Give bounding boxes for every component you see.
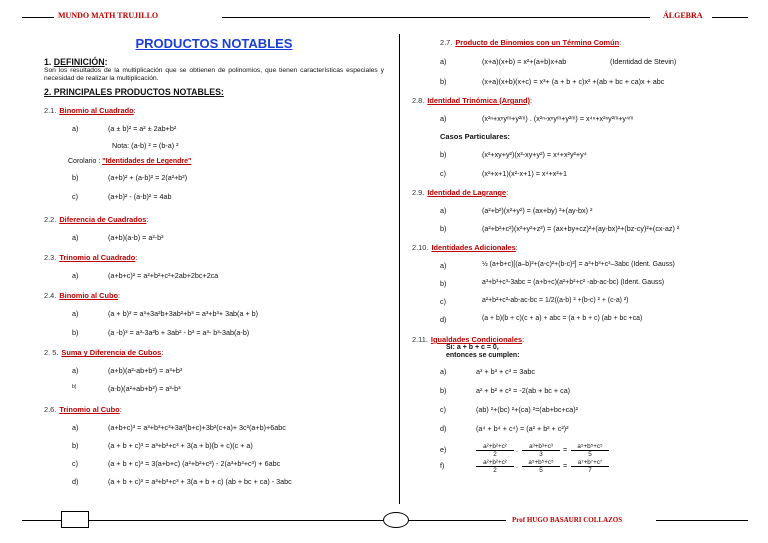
item-key: d) (440, 315, 447, 324)
fraction-denominator: 2 (493, 467, 497, 474)
section-number: 2.3. (44, 253, 57, 263)
item-key: b) (72, 328, 79, 338)
formula-row (412, 367, 742, 386)
item-key: d) (72, 477, 79, 487)
header-left-title: MUNDO MATH TRUJILLO (58, 11, 159, 20)
formula: a²+b²+c²-ab-ac-bc = 1/2((a-b) ² +(b-c) ² + (c-a) ²) (482, 297, 629, 304)
section-number: 2.2. (44, 215, 57, 225)
item-key: a) (72, 423, 79, 433)
item-key: c) (440, 405, 446, 414)
item-key: a) (440, 114, 447, 123)
formula-row (44, 192, 384, 211)
formula-row (412, 206, 742, 224)
corolario-line (68, 158, 384, 173)
section-colon: : (118, 291, 121, 301)
section-colon: : (119, 405, 122, 415)
fraction (571, 443, 609, 458)
left-column (44, 34, 384, 495)
page-title: PRODUCTOS NOTABLES (135, 36, 293, 51)
formula: (a -b)³ = a³-3a²b + 3ab² - b³ = a³- b³-3ab(a-b) (108, 328, 250, 338)
formula-row (44, 366, 384, 384)
equals: = (563, 445, 568, 454)
right-column (412, 38, 742, 475)
formula: (a+b)² - (a-b)² = 4ab (108, 192, 172, 202)
footer-author: Prof HUGO BASAURI COLLAZOS (512, 516, 623, 524)
section-2-4-heading (44, 291, 384, 300)
principal-heading (44, 87, 384, 97)
formula-row (44, 459, 384, 477)
footer-rule-center-right (408, 520, 506, 521)
formula: (a ± b)² = a² ± 2ab+b² (108, 124, 177, 134)
section-colon: : (161, 348, 164, 358)
fraction (476, 443, 514, 458)
formula: (a + b)³ = a³+3a²b+3ab²+b³ = a³+b³+ 3ab(a + b) (108, 309, 259, 319)
formula: (a²+b²)(x²+y²) = (ax+by) ²+(ay-bx) ² (482, 206, 593, 215)
fraction (476, 459, 514, 474)
formula: (a + b)(b + c)(c + a) + abc = (a + b + c) (ab + bc +ca) (482, 315, 643, 322)
section-2-9-heading (412, 188, 742, 197)
formula: (a-b)(a²+ab+b²) = a³-b³ (108, 384, 181, 394)
fraction-numerator: a²+b²+c² (476, 443, 514, 451)
fraction-numerator: a⁵+b⁵+c⁵ (571, 443, 609, 451)
dot: . (516, 445, 518, 454)
formula-row (44, 384, 384, 405)
fraction-numerator: a⁵+b⁵+c⁵ (522, 459, 560, 467)
formula: (a + b + c)³ = a³+b³+c³ + 3(a + b)(b + c)(c + a) (108, 441, 253, 451)
formula: (x²ⁿ+xⁿyᵐ+y²ᵐ) . (x²ⁿ-xⁿyᵐ+y²ᵐ) = x⁴ⁿ+x²ⁿy²ᵐ+y⁴ᵐ (482, 114, 634, 123)
section-2-1-heading (44, 106, 384, 115)
formula-row (412, 77, 742, 96)
formula: (a⁴ + b⁴ + c⁴) = (a² + b² + c²)² (476, 424, 569, 433)
footer-rule-left (22, 520, 61, 521)
section-2-6-heading (44, 405, 384, 414)
section-label: Trinomio al Cubo (59, 405, 120, 415)
formula: (a+b+c)² = a²+b²+c²+2ab+2bc+2ca (108, 271, 219, 281)
formula: (x+a)(x+b)(x+c) = x³+ (a + b + c)x² +(ab + bc + ca)x + abc (482, 77, 665, 86)
section-number: 2.6. (44, 405, 57, 415)
principal-heading-text: 2. PRINCIPALES PRODUCTOS NOTABLES: (44, 87, 224, 98)
formula: a³+b³+c³-3abc = (a+b+c)(a²+b²+c² -ab-ac-bc) (Ident. Gauss) (482, 279, 665, 286)
formula-row (44, 309, 384, 328)
item-key: b) (72, 173, 79, 183)
formula-row (412, 424, 742, 443)
formula-row (412, 261, 742, 279)
item-key: c) (72, 192, 78, 202)
formula: (a + b + c)³ = a³+b³+c³ + 3(a + b + c) (ab + bc + ca) - 3abc (108, 477, 292, 487)
definition-heading (44, 57, 384, 67)
dot: . (516, 461, 518, 470)
formula-row (44, 423, 384, 441)
section-number: 2.10. (412, 243, 429, 252)
formula-row (412, 57, 742, 77)
item-key: b) (72, 441, 79, 451)
formula-row (44, 233, 384, 253)
item-key: a) (72, 233, 79, 243)
item-key: a) (440, 261, 447, 270)
item-key: a) (72, 309, 79, 319)
formula-row (412, 150, 742, 169)
item-key: a) (72, 271, 79, 281)
section-colon: : (515, 243, 518, 252)
section-colon: : (146, 215, 149, 225)
corolario-title: "Identidades de Legendre" (102, 158, 192, 166)
section-2-3-heading (44, 253, 384, 262)
formula-row (44, 124, 384, 141)
header-rule-right (712, 17, 748, 18)
section-colon: : (522, 335, 525, 344)
formula-note: (Identidad de Stevin) (610, 57, 677, 66)
definition-number: 1. (44, 57, 52, 67)
formula: (a+b+c)³ = a³+b³+c³+3a²(b+c)+3b²(c+a)+ 3c²(a+b)+6abc (108, 423, 286, 433)
formula: (a+b)(a-b) = a²-b² (108, 233, 164, 243)
item-key: a) (440, 367, 447, 376)
formula-row (412, 169, 742, 188)
formula-row (44, 271, 384, 291)
formula: (a + b + c)³ = 3(a+b+c) (a²+b²+c²) - 2(a³+b³+c³) + 6abc (108, 459, 281, 469)
section-label: Binomio al Cubo (59, 291, 119, 301)
fraction-numerator: a²+b²+c² (476, 459, 514, 467)
formula: (x+a)(x+b) = x²+(a+b)x+ab (482, 57, 567, 66)
fraction-denominator: 3 (539, 451, 543, 458)
fraction-row (412, 443, 742, 459)
section-colon: : (135, 253, 138, 263)
formula-note: Nota: (a-b) ² = (b-a) ² (112, 141, 179, 151)
header-right-title: ÁLGEBRA (663, 11, 703, 20)
definition-colon: : (104, 57, 108, 67)
formula-row (412, 224, 742, 243)
formula-row (44, 328, 384, 348)
section-label: Binomio al Cuadrado (59, 106, 134, 116)
footer-rule-center-left (88, 520, 383, 521)
item-key: e) (440, 445, 447, 454)
formula-row (412, 405, 742, 424)
section-colon: : (619, 38, 622, 47)
formula: (x²+x+1)(x²-x+1) = x⁴+x²+1 (482, 169, 567, 178)
section-number: 2.4. (44, 291, 57, 301)
item-key: d) (440, 424, 447, 433)
section-2-2-heading (44, 215, 384, 224)
item-key: a) (72, 124, 79, 134)
section-number: 2. 5. (44, 348, 59, 358)
fraction-numerator: a³+b³+c³ (522, 443, 560, 451)
fraction-denominator: 7 (588, 467, 592, 474)
formula: a² + b² + c² = -2(ab + bc + ca) (476, 386, 571, 395)
section-2-7-heading (440, 38, 742, 47)
fraction (571, 459, 609, 474)
fraction-denominator: 5 (539, 467, 543, 474)
item-key: a) (440, 206, 447, 215)
section-number: 2.11. (412, 335, 428, 344)
definition-label: DEFINICIÓN (53, 57, 105, 67)
section-colon: : (133, 106, 136, 116)
section-label: Identidades Adicionales (431, 243, 516, 252)
formula-row (44, 477, 384, 495)
section-number: 2.8. (412, 96, 425, 105)
footer-page-box (61, 511, 89, 528)
formula: (a²+b²+c²)(x²+y²+z²) = (ax+by+cz)²+(ay-bx)²+(bz-cy)²+(cx-az) ² (482, 224, 680, 233)
corolario-label: Corolario : (68, 158, 101, 166)
section-number: 2.9. (412, 188, 425, 197)
formula-row (412, 114, 742, 132)
formula: (ab) ²+(bc) ²+(ca) ²=(ab+bc+ca)² (476, 405, 579, 414)
fraction (522, 443, 560, 458)
item-key: b) (72, 384, 77, 391)
item-key: f) (440, 461, 445, 470)
item-key: c) (72, 459, 78, 469)
item-key: b) (440, 224, 447, 233)
section-label: Trinomio al Cuadrado (59, 253, 136, 263)
section-label: Identidad Trinómica (Argand) (427, 96, 530, 105)
definition-text: Son los resultados de la multiplicación que se obtienen de polinomios, que tienen características especiales y necesidad de realizar la multiplicación. (44, 67, 384, 82)
section-label: Diferencia de Cuadrados (59, 215, 147, 225)
formula: (x²+xy+y²)(x²-xy+y²) = x⁴+x²y²+y⁴ (482, 150, 587, 159)
fraction-denominator: 2 (493, 451, 497, 458)
formula: (a+b)² + (a-b)² = 2(a²+b²) (108, 173, 188, 183)
header-rule-center (222, 17, 650, 18)
footer-rule-right (656, 520, 748, 521)
item-key: c) (440, 297, 446, 306)
casos-particulares-label: Casos Particulares: (440, 132, 511, 141)
formula-row (412, 315, 742, 335)
section-colon: : (506, 188, 509, 197)
fraction-denominator: 5 (588, 451, 592, 458)
formula: ½ (a+b+c)[(a–b)²+(a-c)²+(b-c)²] = a³+b³+c³–3abc (Ident. Gauss) (482, 261, 675, 268)
formula: a³ + b³ + c³ = 3abc (476, 367, 535, 376)
item-key: b) (440, 150, 447, 159)
condition-line: Si: a + b + c = 0, (446, 344, 499, 351)
section-2-11-heading (412, 335, 742, 344)
item-key: a) (440, 57, 447, 66)
header-rule-left (22, 17, 54, 18)
formula: (a+b)(a²-ab+b²) = a³+b³ (108, 366, 183, 376)
fraction-row (412, 459, 742, 475)
section-label: Identidad de Lagrange (427, 188, 507, 197)
condition-line: entonces se cumplen: (446, 352, 520, 359)
formula-row (44, 141, 384, 158)
section-2-5-heading (44, 348, 384, 357)
section-number: 2.1. (44, 106, 57, 116)
column-divider (399, 34, 400, 504)
section-label: Igualdades Condicionales (430, 335, 523, 344)
formula-row (412, 297, 742, 315)
item-key: b) (440, 386, 447, 395)
fraction-numerator: a⁷+b⁷+c⁷ (571, 459, 609, 467)
footer-oval (383, 512, 409, 528)
item-key: c) (440, 169, 446, 178)
section-2-8-heading (412, 96, 742, 105)
formula-row (44, 441, 384, 459)
item-key: b) (440, 279, 447, 288)
section-label: Suma y Diferencia de Cubos (61, 348, 162, 358)
formula-row (412, 386, 742, 405)
item-key: b) (440, 77, 447, 86)
equals: = (563, 461, 568, 470)
fraction (522, 459, 560, 474)
section-2-10-heading (412, 243, 742, 252)
section-colon: : (529, 96, 533, 105)
formula-row (44, 173, 384, 192)
formula-row (412, 279, 742, 297)
item-key: a) (72, 366, 79, 376)
section-label: Producto de Binomios con un Término Común (455, 38, 620, 47)
section-number: 2.7. (440, 38, 453, 47)
